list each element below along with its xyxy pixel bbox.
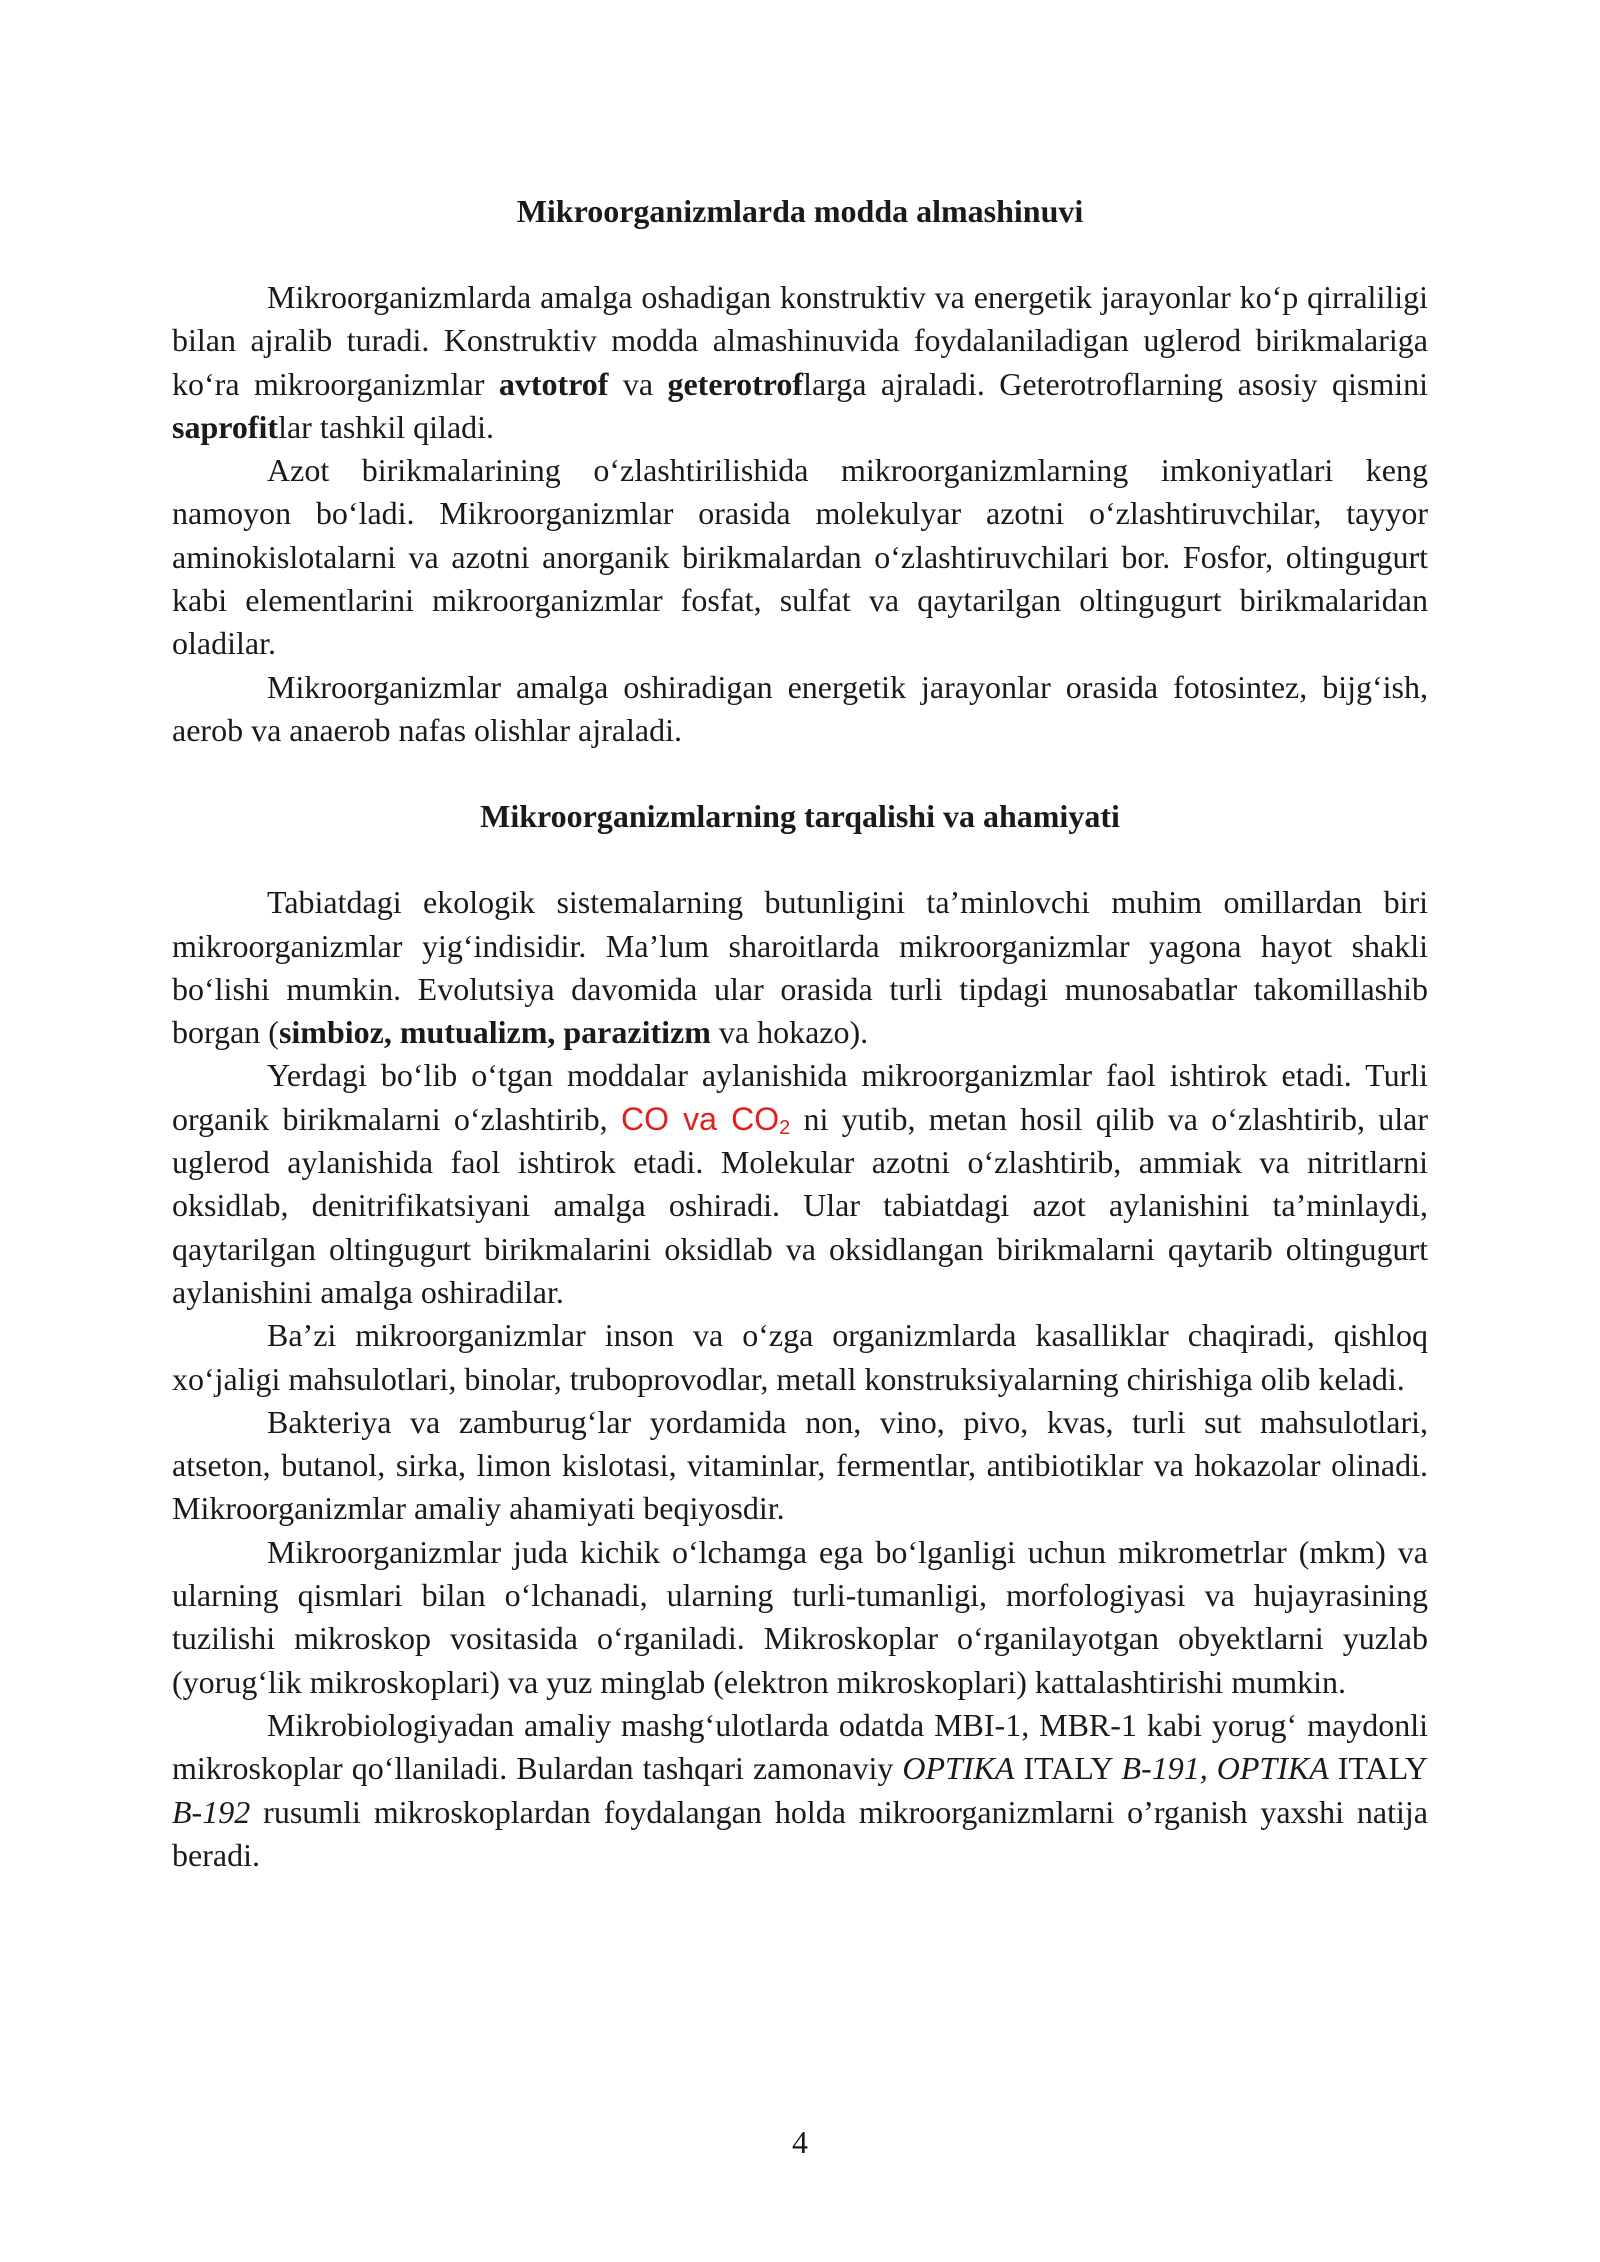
paragraph: Mikroorganizmlar juda kichik o‘lchamga ega bo‘lganligi uchun mikrometrlar (mkm) va ularning qismlari bilan o‘lchanadi, ularning turli-tumanligi, morfologiyasi va hujayrasining tuzilishi mikroskop vositasida o‘rganiladi. Mikroskoplar o‘rganilayotgan obyektlarni yuzlab (yorug‘lik mikroskoplari) va yuz minglab (elektron mikroskoplari) kattalashtirishi mumkin.	[172, 1533, 1428, 1700]
paragraph: Yerdagi bo‘lib o‘tgan moddalar aylanishida mikroorganizmlar faol ishtirok etadi. Turli organik birikmalarni o‘zlashtirib, CO va $CO_2$ ni yutib, metan hosil qilib va o‘zlashtirib, ular uglerod aylanishida faol ishtirok etadi. Molekular azotni o‘zlashtirib, ammiak va nitritlarni oksidlab, denitrifikatsiyani amalga oshiradi. Ular tabiatdagi azot aylanishini ta’minlaydi, qaytarilgan oltingugurt birikmalarini oksidlab va oksidlangan birikmalarni qaytarib oltingugurt aylanishini amalga oshiradilar.	[172, 1057, 1429, 1310]
bold-term: saprofit	[172, 408, 279, 445]
section-title-distribution: Mikroorganizmlarning tarqalishi va ahamiyati	[480, 798, 1120, 835]
paragraph: Bakteriya va zamburug‘lar yordamida non, vino, pivo, kvas, turli sut mahsulotlari, atseton, butanol, sirka, limon kislotasi, vitaminlar, fermentlar, antibiotiklar va hokazolar olinadi. Mikroorganizmlar amaliy ahamiyati beqiyosdir.	[172, 1403, 1428, 1527]
paragraph: Tabiatdagi ekologik sistemalarning butunligini ta’minlovchi muhim omillardan biri mikroorganizmlar yig‘indisidir. Ma’lum sharoitlarda mikroorganizmlar yagona hayot shakli bo‘lishi mumkin. Evolutsiya davomida ular orasida turli tipdagi munosabatlar takomillashib borgan (simbioz, mutualizm, parazitizm va hokazo).	[172, 884, 1428, 1051]
italic-term: B-192	[172, 1793, 251, 1830]
italic-term: OPTIKA	[902, 1750, 1015, 1787]
italic-term: B-191, OPTIKA	[1121, 1750, 1329, 1787]
paragraph: Azot birikmalarining o‘zlashtirilishida mikroorganizmlarning imkoniyatlari keng namoyon bo‘ladi. Mikroorganizmlar orasida molekulyar azotni o‘zlashtiruvchilar, tayyor aminokislotalarni va azotni anorganik birikmalardan o‘zlashtiruvchilari bor. Fosfor, oltingugurt kabi elementlarini mikroorganizmlar fosfat, sulfat va qaytarilgan oltingugurt birikmalaridan oladilar.	[172, 452, 1428, 662]
document-page	[172, 190, 1428, 1877]
bold-term: simbioz, mutualizm, parazitizm	[278, 1014, 711, 1051]
highlighted-formula: CO va $CO_2$	[620, 1100, 791, 1139]
bold-term: avtotrof	[498, 365, 609, 402]
bold-term: geterotrof	[667, 365, 804, 402]
paragraph: Mikrobiologiyadan amaliy mashg‘ulotlarda odatda MBI-1, MBR-1 kabi yorug‘ maydonli mikroskoplar qo‘llaniladi. Bulardan tashqari zamonaviy OPTIKA ITALY B-191, OPTIKA ITALY B-192 rusumli mikroskoplardan foydalangan holda mikroorganizmlarni o’rganish yaxshi natija beradi.	[172, 1706, 1429, 1873]
section-title-metabolism: Mikroorganizmlarda modda almashinuvi	[516, 193, 1084, 229]
paragraph: Mikroorganizmlarda amalga oshadigan konstruktiv va energetik jarayonlar ko‘p qirraliligi bilan ajralib turadi. Konstruktiv modda almashinuvida foydalaniladigan uglerod birikmalariga ko‘ra mikroorganizmlar avtotrof va geterotroflarga ajraladi. Geterotroflarning asosiy qismini saprofitlar tashkil qiladi.	[172, 279, 1428, 445]
paragraph: Ba’zi mikroorganizmlar inson va o‘zga organizmlarda kasalliklar chaqiradi, qishloq xo‘jaligi mahsulotlari, binolar, truboprovodlar, metall konstruksiyalarning chirishiga olib keladi.	[172, 1317, 1428, 1397]
paragraph: Mikroorganizmlar amalga oshiradigan energetik jarayonlar orasida fotosintez, bijg‘ish, aerob va anaerob nafas olishlar ajraladi.	[172, 668, 1428, 748]
page-number: 4	[792, 2124, 808, 2160]
